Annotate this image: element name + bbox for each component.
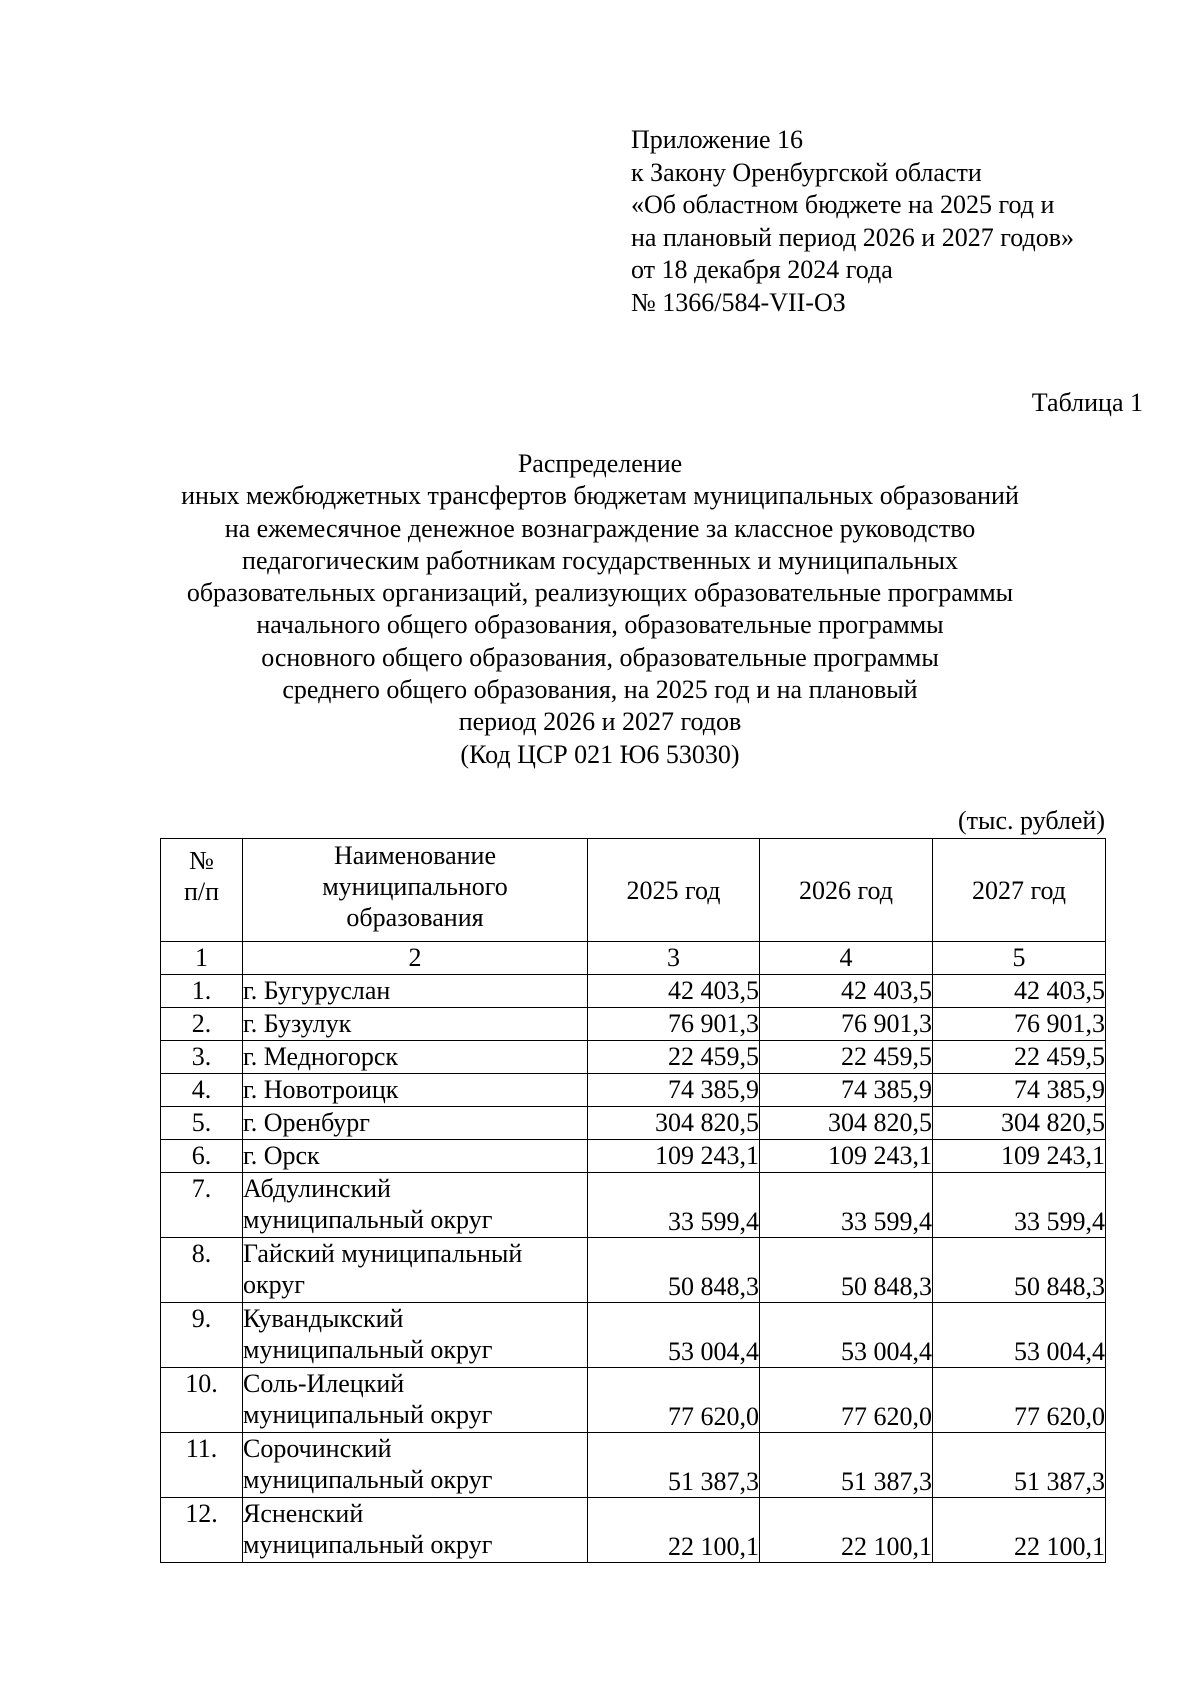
table-header-row [161, 839, 1106, 942]
title-line: среднего общего образования, на 2025 год и на плановый [282, 675, 918, 705]
appendix-line: «Об областном бюджете на 2025 год и [631, 190, 1055, 219]
municipality-name [243, 1074, 588, 1107]
value-2026: 50 848,3 [760, 1238, 933, 1303]
title-line: на ежемесячное денежное вознаграждение за классное руководство [224, 513, 976, 543]
units-note: (тыс. рублей) [957, 806, 1105, 835]
value-2025: 22 459,5 [588, 1041, 760, 1074]
appendix-header [631, 124, 1074, 319]
value-2026: 53 004,4 [760, 1303, 933, 1368]
municipality-name-line: муниципальный округ [243, 1205, 493, 1234]
municipality-name [243, 1173, 588, 1238]
header-num [161, 839, 243, 942]
value-2025: 109 243,1 [588, 1140, 760, 1173]
municipality-name [243, 1107, 588, 1140]
municipality-name-line: Гайский муниципальный [243, 1239, 523, 1268]
row-number: 4. [161, 1074, 243, 1107]
municipality-name-line: Соль-Илецкий [243, 1369, 405, 1398]
municipality-name-line: г. Новотроицк [243, 1075, 399, 1104]
title-line: начального общего образования, образовательные программы [256, 610, 944, 640]
value-2025: 53 004,4 [588, 1303, 760, 1368]
value-2026: 42 403,5 [760, 975, 933, 1008]
value-2025: 22 100,1 [588, 1498, 760, 1563]
value-2027: 304 820,5 [933, 1107, 1106, 1140]
value-2025: 51 387,3 [588, 1433, 760, 1498]
appendix-line: к Закону Оренбургской области [631, 157, 982, 187]
document-title [0, 448, 1200, 771]
municipality-name-line: Кувандыкский [243, 1304, 404, 1333]
value-2025: 76 901,3 [588, 1008, 760, 1041]
municipality-name [243, 1368, 588, 1433]
municipality-name-line: Абдулинский [243, 1174, 391, 1203]
header-name-line: муниципального [322, 872, 508, 901]
value-2027: 33 599,4 [933, 1173, 1106, 1238]
municipality-name-line: Ясненский [243, 1499, 364, 1528]
row-number: 6. [161, 1140, 243, 1173]
municipality-name-line: г. Бузулук [243, 1009, 352, 1038]
value-2027: 50 848,3 [933, 1238, 1106, 1303]
value-2027: 22 100,1 [933, 1498, 1106, 1563]
municipality-name [243, 1238, 588, 1303]
value-2025: 33 599,4 [588, 1173, 760, 1238]
row-number: 3. [161, 1041, 243, 1074]
header-2025: 2025 год [588, 839, 760, 942]
title-line: педагогическим работникам государственных и муниципальных [242, 545, 958, 575]
appendix-line: от 18 декабря 2024 года [631, 255, 893, 284]
row-number: 8. [161, 1238, 243, 1303]
value-2027: 109 243,1 [933, 1140, 1106, 1173]
table-row [161, 1008, 1106, 1041]
value-2026: 74 385,9 [760, 1074, 933, 1107]
municipality-name-line: г. Орск [243, 1141, 320, 1170]
column-number-row [161, 942, 1106, 975]
value-2025: 77 620,0 [588, 1368, 760, 1433]
municipality-name [243, 1303, 588, 1368]
distribution-table [160, 838, 1106, 1563]
appendix-line: № 1366/584-VII-ОЗ [631, 287, 846, 317]
row-number: 11. [161, 1433, 243, 1498]
municipality-name-line: муниципальный округ [243, 1465, 493, 1494]
municipality-name [243, 1041, 588, 1074]
table-row [161, 1433, 1106, 1498]
municipality-name [243, 1498, 588, 1563]
appendix-line: на плановый период 2026 и 2027 годов» [631, 222, 1074, 252]
header-2027: 2027 год [933, 839, 1106, 942]
value-2025: 74 385,9 [588, 1074, 760, 1107]
title-line: образовательных организаций, реализующих образовательные программы [186, 578, 1014, 608]
municipality-name-line: муниципальный округ [243, 1530, 493, 1559]
municipality-name-line: округ [243, 1270, 305, 1299]
row-number: 9. [161, 1303, 243, 1368]
header-name [243, 839, 588, 942]
municipality-name [243, 1140, 588, 1173]
title-line: иных межбюджетных трансфертов бюджетам муниципальных образований [181, 481, 1019, 511]
column-number: 2 [243, 942, 588, 975]
value-2026: 109 243,1 [760, 1140, 933, 1173]
municipality-name-line: г. Оренбург [243, 1108, 370, 1137]
value-2027: 77 620,0 [933, 1368, 1106, 1433]
value-2025: 42 403,5 [588, 975, 760, 1008]
table-label: Таблица 1 [1031, 388, 1143, 417]
value-2027: 51 387,3 [933, 1433, 1106, 1498]
title-line: (Код ЦСР 021 Ю6 53030) [460, 739, 740, 769]
municipality-name-line: г. Бугуруслан [243, 976, 391, 1005]
value-2027: 42 403,5 [933, 975, 1106, 1008]
value-2026: 77 620,0 [760, 1368, 933, 1433]
value-2026: 304 820,5 [760, 1107, 933, 1140]
table-row [161, 1303, 1106, 1368]
value-2025: 304 820,5 [588, 1107, 760, 1140]
column-number: 3 [588, 942, 760, 975]
value-2027: 74 385,9 [933, 1074, 1106, 1107]
table-row [161, 1368, 1106, 1433]
header-num-line: п/п [183, 877, 220, 906]
column-number: 5 [933, 942, 1106, 975]
table-row [161, 1238, 1106, 1303]
appendix-line: Приложение 16 [631, 125, 804, 154]
table-row [161, 1173, 1106, 1238]
municipality-name [243, 1433, 588, 1498]
row-number: 1. [161, 975, 243, 1008]
table-row [161, 1041, 1106, 1074]
header-name-line: Наименование [334, 841, 496, 870]
municipality-name-line: г. Медногорск [243, 1042, 399, 1071]
value-2027: 76 901,3 [933, 1008, 1106, 1041]
value-2027: 22 459,5 [933, 1041, 1106, 1074]
table-row [161, 1140, 1106, 1173]
value-2025: 50 848,3 [588, 1238, 760, 1303]
title-line: период 2026 и 2027 годов [458, 707, 742, 737]
value-2026: 76 901,3 [760, 1008, 933, 1041]
table-row [161, 1074, 1106, 1107]
value-2026: 22 100,1 [760, 1498, 933, 1563]
municipality-name [243, 1008, 588, 1041]
municipality-name [243, 975, 588, 1008]
table-row [161, 1107, 1106, 1140]
column-number: 4 [760, 942, 933, 975]
column-number: 1 [161, 942, 243, 975]
row-number: 7. [161, 1173, 243, 1238]
table-row [161, 975, 1106, 1008]
title-line: основного общего образования, образовательные программы [261, 642, 939, 672]
table-row [161, 1498, 1106, 1563]
title-line: Распределение [517, 449, 683, 478]
row-number: 2. [161, 1008, 243, 1041]
municipality-name-line: муниципальный округ [243, 1335, 493, 1364]
header-num-line: № [189, 846, 214, 875]
municipality-name-line: муниципальный округ [243, 1400, 493, 1429]
row-number: 5. [161, 1107, 243, 1140]
municipality-name-line: Сорочинский [243, 1434, 392, 1463]
value-2026: 51 387,3 [760, 1433, 933, 1498]
row-number: 10. [161, 1368, 243, 1433]
header-2026: 2026 год [760, 839, 933, 942]
row-number: 12. [161, 1498, 243, 1563]
value-2026: 22 459,5 [760, 1041, 933, 1074]
value-2027: 53 004,4 [933, 1303, 1106, 1368]
header-name-line: образования [346, 903, 484, 932]
value-2026: 33 599,4 [760, 1173, 933, 1238]
